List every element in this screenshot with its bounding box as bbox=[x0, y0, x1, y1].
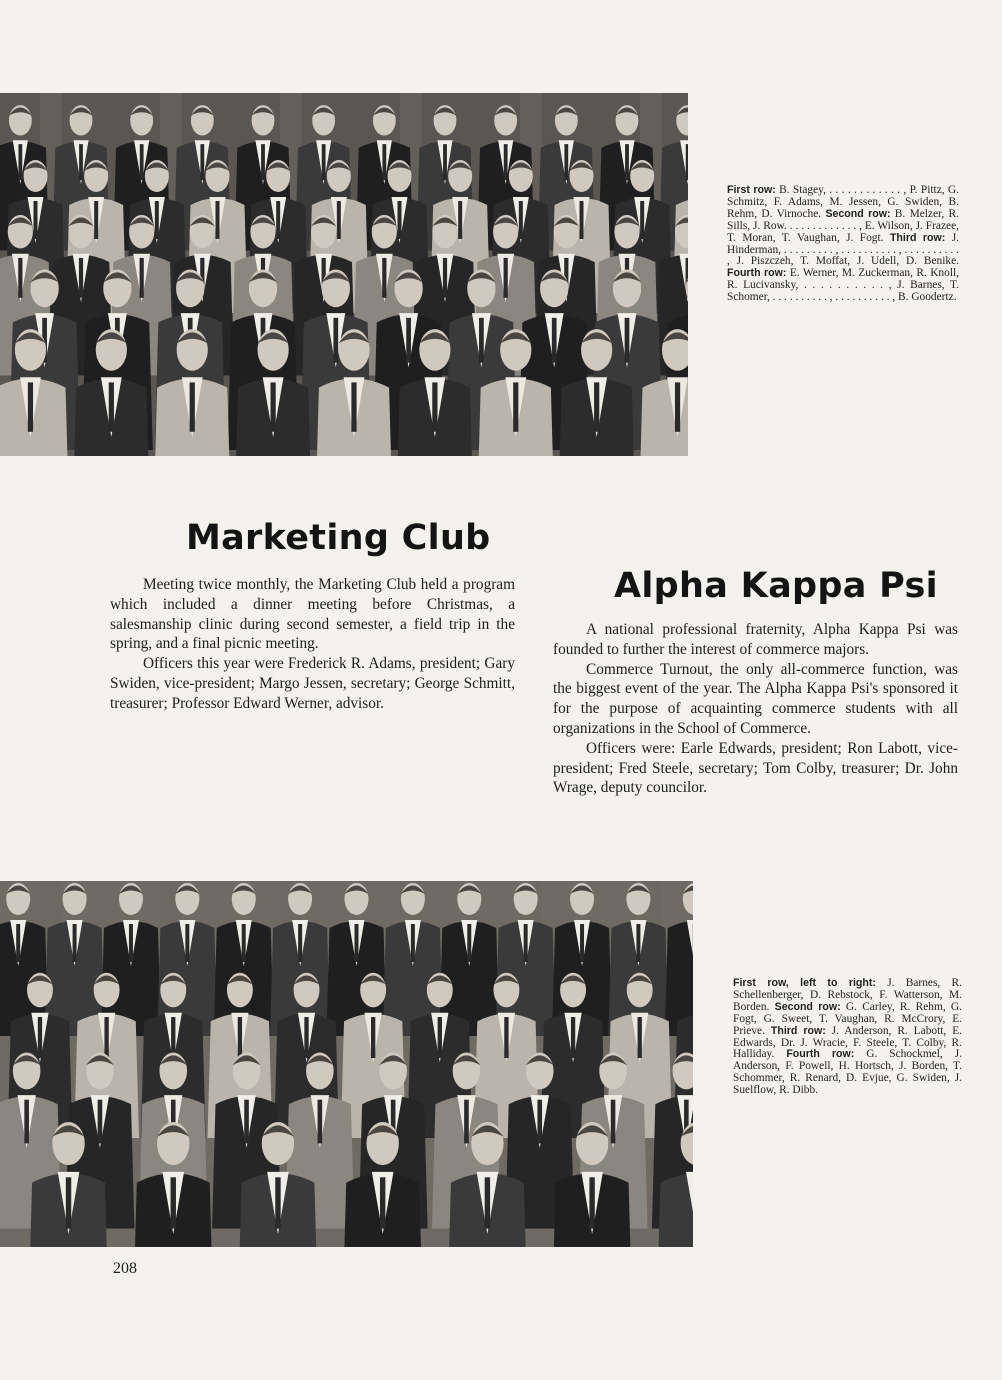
caption-row-names: E. Werner, M. Zuckerman, R. Knoll, R. Lucivansky, . . . . . . . . . . , J. Barnes, T. Schomer, . . . . . . . . . . , . . . . . . . . . . , B. Goodertz. bbox=[727, 267, 960, 304]
caption-row-names: G. Schockmel, J. Anderson, F. Powell, H. Hortsch, J. Borden, T. Schommer, R. Renard, D. Evjue, G. Swiden, J. Suelflow, R. Dibb. bbox=[733, 1048, 963, 1097]
caption-row-label: Second row: bbox=[774, 1000, 841, 1013]
alpha-kappa-psi-caption bbox=[733, 978, 962, 1097]
alpha-kappa-psi-paragraph-1: A national professional fraternity, Alpha Kappa Psi was founded to further the interest of commerce majors. bbox=[553, 621, 958, 658]
caption-row-names: J. Hinderman, . . . . . . . . . , . . . . . . . . . . , . . . . . . . . . . , J. Piszczeh, T. Moffat, J. Udell, D. Benike. bbox=[727, 231, 959, 268]
alpha-kappa-psi-heading: Alpha Kappa Psi bbox=[614, 566, 938, 606]
marketing-club-body bbox=[110, 575, 515, 714]
caption-row-label: First row, left to right: bbox=[733, 977, 876, 989]
alpha-kappa-psi-paragraph-2: Commerce Turnout, the only all-commerce function, was the biggest event of the year. The Alpha Kappa Psi's sponsored it for the purpose of acquainting commerce students with all organizations in the School of Commerce. bbox=[553, 660, 958, 737]
marketing-club-heading: Marketing Club bbox=[186, 518, 491, 558]
caption-row-label: Fourth row: bbox=[727, 267, 787, 280]
caption-row-names: J. Anderson, R. Labott, E. Edwards, Dr. J. Wracie, F. Steele, T. Colby, R. Halliday. bbox=[733, 1024, 962, 1061]
caption-row-names: B. Stagey, . . . . . . . . . . . . , P. Pittz, G. Schmitz, F. Adams, M. Jessen, G. Swiden, B. Rehm, D. Virnoche. bbox=[727, 184, 959, 220]
alpha-kappa-psi-photo bbox=[0, 881, 693, 1247]
caption-row-names: B. Melzer, R. Sills, J. Row. . . . . . . . . . . . . , E. Wilson, J. Frazee, T. Moran, T. Vaughan, J. Fogt. bbox=[727, 207, 959, 244]
marketing-club-photo bbox=[0, 93, 688, 456]
caption-row-names: J. Barnes, R. Schellenberger, D. Rebstock, F. Watterson, M. Borden. bbox=[733, 977, 962, 1013]
alpha-kappa-psi-body bbox=[553, 620, 958, 798]
marketing-club-paragraph-2: Officers this year were Frederick R. Adams, president; Gary Swiden, vice-president; Margo Jessen, secretary; George Schmitt, treasurer; Professor Edward Werner, advisor. bbox=[110, 655, 515, 712]
page-number: 208 bbox=[113, 1260, 137, 1277]
marketing-club-caption bbox=[727, 185, 959, 304]
marketing-club-photo-graphic bbox=[0, 93, 688, 456]
caption-row-label: Fourth row: bbox=[786, 1048, 855, 1061]
caption-row-label: Third row: bbox=[889, 231, 946, 244]
caption-row-label: Second row: bbox=[825, 207, 891, 220]
caption-row-label: Third row: bbox=[770, 1024, 826, 1037]
caption-row-label: First row: bbox=[727, 184, 776, 196]
marketing-club-paragraph-1: Meeting twice monthly, the Marketing Club held a program which included a dinner meeting before Christmas, a salesmanship clinic during second semester, a field trip in the spring, and a final picnic meeting. bbox=[110, 576, 515, 653]
alpha-kappa-psi-photo-graphic bbox=[0, 881, 693, 1247]
caption-row-names: G. Carley, R. Rehm, G. Fogt, G. Sweet, T. Vaughan, R. McCrory, E. Prieve. bbox=[733, 1000, 963, 1037]
alpha-kappa-psi-paragraph-3: Officers were: Earle Edwards, president; Ron Labott, vice-president; Fred Steele, secretary; Tom Colby, treasurer; Dr. John Wrage, deputy councilor. bbox=[553, 739, 958, 797]
